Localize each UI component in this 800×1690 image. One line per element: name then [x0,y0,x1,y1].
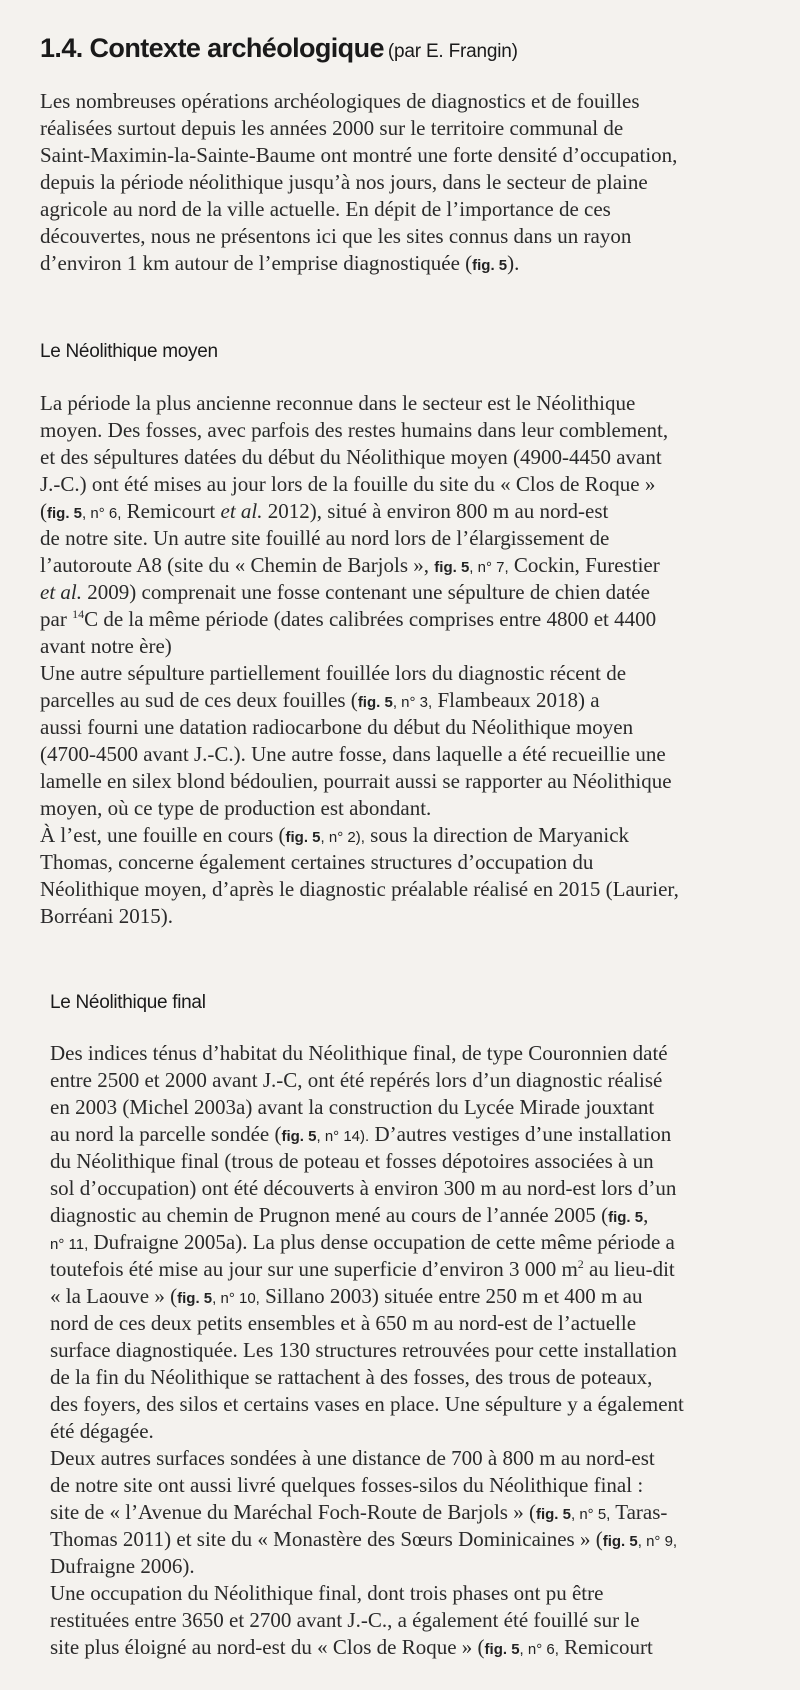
text-fragment: au nord la parcelle sondée ( [50,1122,282,1146]
text-fragment: d’environ 1 km autour de l’emprise diagnostiquée ( [40,251,473,275]
figure-reference: fig. 5 [434,559,470,576]
text-line: réalisées surtout depuis les années 2000 sur le territoire communal de [40,116,624,140]
figure-reference: fig. 5 [602,1533,638,1550]
text-line [50,1499,684,1526]
text-fragment: au lieu-dit [583,1257,675,1281]
text-fragment: Thomas 2011) et site du « Monastère des Sœurs Dominicaines » ( [50,1527,603,1551]
text-line: Thomas, concerne également certaines structures d’occupation du [40,850,594,874]
text-fragment: et al. [220,499,263,523]
text-line: Saint-Maximin-la-Sainte-Baume ont montré une forte densité d’occupation, [40,143,678,167]
text-fragment: Dufraigne 2005a). La plus dense occupation de cette même période a [88,1230,675,1254]
text-line: moyen. Des fosses, avec parfois des restes humains dans leur comblement, [40,418,669,442]
text-line [40,606,679,633]
site-number: , n° 7, [469,559,509,576]
heading-title: 1.4. Contexte archéologique [40,33,384,63]
text-line: Néolithique moyen, d’après le diagnostic préalable réalisé en 2015 (Laurier, [40,877,679,901]
text-fragment: site de « l’Avenue du Maréchal Foch-Route de Barjols » ( [50,1500,536,1524]
text-fragment: Sillano 2003) située entre 250 m et 400 m au [259,1284,643,1308]
text-fragment: parcelles au sud de ces deux fouilles ( [40,688,358,712]
site-number: , n° 10, [212,1290,260,1307]
site-number: , n° 14). [316,1128,370,1145]
site-number: , n° 5, [571,1506,611,1523]
figure-reference: fig. 5 [484,1641,520,1658]
text-line [50,1526,684,1553]
text-line: découvertes, nous ne présentons ici que les sites connus dans un rayon [40,224,632,248]
figure-reference: fig. 5 [285,829,321,846]
text-line [50,1283,684,1310]
text-fragment: sous la direction de Maryanick [364,823,630,847]
text-line: restituées entre 3650 et 2700 avant J.-C., a également été fouillé sur le [50,1608,640,1632]
section1-paragraph [40,390,679,930]
text-fragment: par [40,607,73,631]
text-line: nord de ces deux petits ensembles et à 650 m au nord-est de l’actuelle [50,1311,637,1335]
text-line [50,1634,684,1661]
text-line: J.-C.) ont été mises au jour lors de la fouille du site du « Clos de Roque » [40,472,656,496]
site-number: , n° 6, [82,505,122,522]
text-fragment: et al. [40,580,82,604]
text-fragment: « la Laouve » ( [50,1284,178,1308]
text-line: (4700-4500 avant J.-C.). Une autre fosse, dans laquelle a été recueillie une [40,742,666,766]
site-number: , n° 3, [392,694,433,711]
intro-paragraph [40,88,677,277]
figure-reference: fig. 5 [281,1128,317,1145]
figure-reference: fig. 5 [47,505,83,522]
superscript: 14 [72,607,85,621]
text-line: de notre site ont aussi livré quelques fosses-silos du Néolithique final : [50,1473,644,1497]
subsection-title-neolithique-final: Le Néolithique final [50,992,206,1013]
site-number: , n° 2), [320,829,365,846]
text-line: du Néolithique final (trous de poteau et fosses dépotoires associées à un [50,1149,654,1173]
text-line: Deux autres surfaces sondées à une distance de 700 à 800 m au nord-est [50,1446,655,1470]
text-line: de la fin du Néolithique se rattachent à des fosses, des trous de poteaux, [50,1365,653,1389]
site-number: , n° 6, [519,1641,559,1658]
text-fragment: , [643,1203,649,1227]
text-fragment: 2009) comprenait une fosse contenant une sépulture de chien datée [82,580,650,604]
text-line: Une autre sépulture partiellement fouillée lors du diagnostic récent de [40,661,627,685]
text-fragment: ). [507,251,520,275]
text-line: été dégagée. [50,1419,154,1443]
text-fragment: Taras- [610,1500,668,1524]
text-line: La période la plus ancienne reconnue dans le secteur est le Néolithique [40,391,636,415]
text-line [40,822,679,849]
section-heading [40,33,518,64]
text-line: Dufraigne 2006). [50,1554,195,1578]
text-line: sol d’occupation) ont été découverts à environ 300 m au nord-est lors d’un [50,1176,677,1200]
text-line: et des sépultures datées du début du Néolithique moyen (4900-4450 avant [40,445,662,469]
figure-reference: fig. 5 [608,1209,644,1226]
text-line [40,579,679,606]
section2-paragraph [50,1040,684,1661]
heading-author: (par E. Frangin) [387,41,518,62]
text-line: agricole au nord de la ville actuelle. En dépit de l’importance de ces [40,197,611,221]
text-fragment: Flambeaux 2018) a [432,688,600,712]
text-line [50,1256,684,1283]
text-fragment: Remicourt [558,1635,653,1659]
figure-reference: fig. 5 [472,257,508,274]
text-fragment: site plus éloigné au nord-est du « Clos de Roque » ( [50,1635,485,1659]
text-line: Des indices ténus d’habitat du Néolithique final, de type Couronnien daté [50,1041,668,1065]
text-fragment: Cockin, Furestier [508,553,660,577]
text-line: avant notre ère) [40,634,172,658]
text-fragment: Remicourt [121,499,221,523]
text-line: (fig. 5, n° 6, Remicourt et al. 2012), situé à environ 800 m au nord-est [40,499,609,523]
text-line: aussi fourni une datation radiocarbone du début du Néolithique moyen [40,715,634,739]
text-fragment: À l’est, une fouille en cours ( [40,823,286,847]
text-line [50,1202,684,1229]
figure-reference: fig. 5 [357,694,393,711]
subsection-title-neolithique-moyen: Le Néolithique moyen [40,341,218,362]
text-fragment: 2012), situé à environ 800 m au nord-est [262,499,609,523]
text-line [50,1121,684,1148]
text-line: Les nombreuses opérations archéologiques de diagnostics et de fouilles [40,89,640,113]
text-line [40,552,679,579]
text-line [40,687,679,714]
text-line [50,1229,684,1256]
text-line: de notre site. Un autre site fouillé au nord lors de l’élargissement de [40,526,610,550]
figure-reference: fig. 5 [177,1290,213,1307]
text-line: lamelle en silex blond bédoulien, pourrait aussi se rapporter au Néolithique [40,769,672,793]
text-fragment: diagnostic au chemin de Prugnon mené au cours de l’année 2005 ( [50,1203,609,1227]
figure-reference: fig. 5 [535,1506,571,1523]
text-line: des foyers, des silos et certains vases en place. Une sépulture y a également [50,1392,684,1416]
text-line: moyen, où ce type de production est abondant. [40,796,432,820]
site-number: n° 11, [50,1236,89,1253]
text-line [40,250,677,277]
text-line: Borréani 2015). [40,904,173,928]
text-line: Une occupation du Néolithique final, dont trois phases ont pu être [50,1581,604,1605]
text-fragment: C de la même période (dates calibrées comprises entre 4800 et 4400 [84,607,657,631]
superscript: 2 [577,1257,584,1271]
site-number: , n° 9, [637,1533,678,1550]
text-fragment: l’autoroute A8 (site du « Chemin de Barjols », [40,553,435,577]
text-line: depuis la période néolithique jusqu’à nos jours, dans le secteur de plaine [40,170,648,194]
text-line: entre 2500 et 2000 avant J.-C, ont été repérés lors d’un diagnostic réalisé [50,1068,663,1092]
text-fragment: toutefois été mise au jour sur une superficie d’environ 3 000 m [50,1257,578,1281]
text-line: surface diagnostiquée. Les 130 structures retrouvées pour cette installation [50,1338,677,1362]
text-fragment: D’autres vestiges d’une installation [369,1122,672,1146]
text-line: en 2003 (Michel 2003a) avant la construction du Lycée Mirade jouxtant [50,1095,655,1119]
